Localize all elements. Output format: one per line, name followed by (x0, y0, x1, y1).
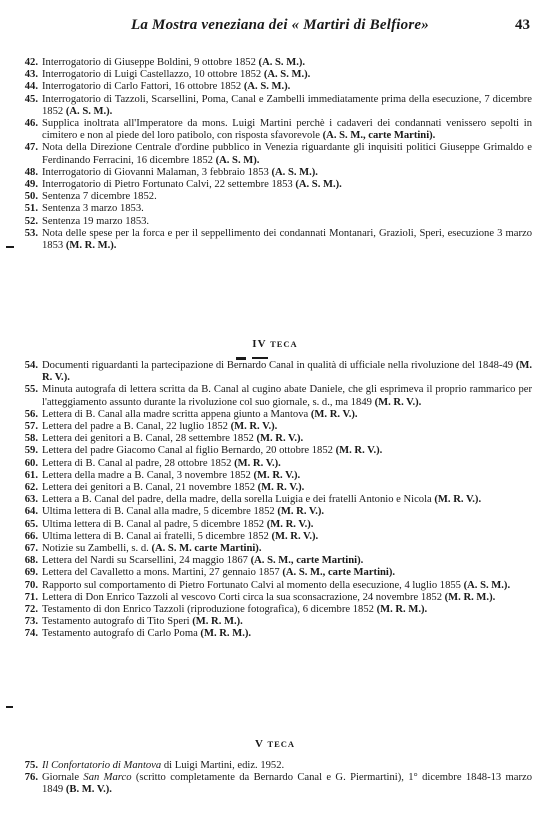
list-item (16, 228, 532, 252)
list-item (16, 142, 532, 166)
item-number: 56. (24, 408, 38, 420)
item-number: 59. (24, 445, 38, 457)
section-heading-iv (0, 338, 550, 350)
list-item (16, 433, 532, 445)
item-number: 55. (24, 384, 38, 396)
list-item (16, 81, 532, 93)
list-item (16, 179, 532, 191)
section-word: TECA (270, 339, 298, 349)
list-item (16, 409, 532, 421)
item-number: 75. (24, 760, 38, 771)
item-text: Ultima lettera di B. Canal ai fratelli, 5 dicembre 1852 (M. R. V.). (42, 530, 319, 542)
item-number: 51. (24, 203, 38, 215)
list-item (16, 543, 532, 555)
list-item (16, 69, 532, 81)
item-text: Sentenza 7 dicembre 1852. (42, 191, 157, 203)
list-item (16, 482, 532, 494)
item-text: Interrogatorio di Giovanni Malaman, 3 febbraio 1853 (A. S. M.). (42, 166, 318, 178)
page-number: 43 (515, 17, 530, 33)
item-text: Interrogatorio di Giuseppe Boldini, 9 ottobre 1852 (A. S. M.). (42, 57, 306, 68)
item-text: Interrogatorio di Tazzoli, Scarsellini, Poma, Canal e Zambelli immediatamente prima della esecuzione, 7 dicembre 1852 (A. S. M.). (42, 93, 532, 117)
item-text: Ultima lettera di B. Canal al padre, 5 dicembre 1852 (M. R. V.). (42, 518, 314, 530)
list-item (16, 470, 532, 482)
running-header (20, 14, 530, 36)
ink-mark (236, 357, 246, 360)
list-item (16, 167, 532, 179)
item-number: 76. (24, 772, 38, 784)
item-text: Lettera di Don Enrico Tazzoli al vescovo Corti circa la sua sconsacrazione, 24 novembre 1852 (M. R. M.). (42, 591, 496, 603)
list-item (16, 628, 532, 640)
list-item (16, 203, 532, 215)
item-text: Lettera del padre a B. Canal, 22 luglio 1852 (M. R. V.). (42, 421, 278, 433)
item-text: Interrogatorio di Carlo Fattori, 16 ottobre 1852 (A. S. M.). (42, 81, 291, 93)
item-text: Lettera dei genitori a B. Canal, 21 novembre 1852 (M. R. V.). (42, 482, 305, 494)
item-number: 72. (24, 604, 38, 616)
list-item (16, 384, 532, 408)
item-number: 46. (24, 118, 38, 130)
list-item (16, 118, 532, 142)
item-text: Lettera di B. Canal al padre, 28 ottobre 1852 (M. R. V.). (42, 457, 281, 469)
list-item (16, 191, 532, 203)
item-text: Interrogatorio di Pietro Fortunato Calvi, 22 settembre 1853 (A. S. M.). (42, 179, 342, 191)
list-item (16, 604, 532, 616)
list-item (16, 94, 532, 118)
item-number: 68. (24, 555, 38, 567)
item-number: 66. (24, 530, 38, 542)
list-item (16, 421, 532, 433)
list-item (16, 555, 532, 567)
item-text: Il Confortatorio di Mantova di Luigi Martini, ediz. 1952. (42, 760, 285, 771)
section-roman: V (254, 738, 264, 750)
item-number: 57. (24, 421, 38, 433)
item-number: 70. (24, 579, 38, 591)
item-number: 65. (24, 518, 38, 530)
list-item (16, 494, 532, 506)
list-item (16, 760, 532, 772)
ink-mark (6, 246, 14, 248)
item-text: Lettera dei genitori a B. Canal, 28 settembre 1852 (M. R. V.). (42, 433, 304, 445)
item-number: 71. (24, 591, 38, 603)
list-item (16, 616, 532, 628)
item-number: 61. (24, 469, 38, 481)
item-number: 47. (24, 142, 38, 154)
item-text: Lettera di B. Canal alla madre scritta appena giunto a Mantova (M. R. V.). (42, 408, 358, 420)
item-text: Lettera della madre a B. Canal, 3 novembre 1852 (M. R. V.). (42, 469, 301, 481)
item-text: Nota della Direzione Centrale d'ordine pubblico in Venezia riguardante gli inquisiti politici Giuseppe Grimaldo e Ferdinando Ferracini, 16 dicembre 1852 (A. S. M). (42, 142, 532, 166)
list-item (16, 445, 532, 457)
item-text: Testamento autografo di Tito Speri (M. R. M.). (42, 616, 243, 628)
list-item (16, 580, 532, 592)
item-text: Sentenza 3 marzo 1853. (42, 203, 144, 215)
item-number: 52. (24, 215, 38, 227)
item-text: Lettera a B. Canal del padre, della madre, della sorella Luigia e dei fratelli Antonio e Nicola (M. R. V.). (42, 494, 482, 506)
item-text: Lettera del Nardi su Scarsellini, 24 maggio 1867 (A. S. M., carte Martini). (42, 555, 364, 567)
item-text: Rapporto sul comportamento di Pietro Fortunato Calvi al momento della esecuzione, 4 luglio 1855 (A. S. M.). (42, 579, 511, 591)
item-number: 53. (24, 227, 38, 239)
item-text: Testamento autografo di Carlo Poma (M. R. M.). (42, 628, 252, 640)
item-text: Interrogatorio di Luigi Castellazzo, 10 ottobre 1852 (A. S. M.). (42, 69, 311, 81)
item-number: 64. (24, 506, 38, 518)
item-text: Ultima lettera di B. Canal alla madre, 5 dicembre 1852 (M. R. V.). (42, 506, 325, 518)
item-text: Nota delle spese per la forca e per il seppellimento dei condannati Montanari, Grazioli, Speri, esecuzione 3 marzo 1853 (M. R. M.). (42, 227, 532, 252)
list-item (16, 458, 532, 470)
ink-mark (6, 706, 13, 708)
item-number: 42. (24, 57, 38, 68)
item-number: 58. (24, 433, 38, 445)
item-text: Lettera del padre Giacomo Canal al figlio Bernardo, 20 ottobre 1852 (M. R. V.). (42, 445, 383, 457)
item-number: 49. (24, 179, 38, 191)
item-number: 48. (24, 166, 38, 178)
list-item (16, 506, 532, 518)
item-number: 62. (24, 482, 38, 494)
section-heading-v (0, 738, 550, 750)
list-item (16, 57, 532, 69)
list-item (16, 531, 532, 543)
item-text: Notizie su Zambelli, s. d. (A. S. M. carte Martini). (42, 543, 262, 555)
item-number: 44. (24, 81, 38, 93)
item-number: 43. (24, 69, 38, 81)
item-text: Minuta autografa di lettera scritta da B. Canal al cugino abate Daniele, che gli esprimeva il proprio rammarico per l'atteggiamento assunto durante la rivoluzione col suo giornale, s. d., ma 1849 (M. R. V.). (42, 384, 532, 408)
item-list-group-2 (16, 360, 532, 641)
section-roman: IV (252, 338, 267, 350)
item-text: Lettera del Cavalletto a mons. Martini, 27 gennaio 1857 (A. S. M., carte Martini). (42, 567, 396, 579)
item-text: Supplica inoltrata all'Imperatore da mons. Luigi Martini perchè i cadaveri dei condannati venissero sepolti in cimitero e non al piede del loro patibolo, con risposta sfavorevole (A. S. M., carte Martini). (42, 118, 532, 142)
item-number: 67. (24, 543, 38, 555)
item-list-group-1 (16, 57, 532, 252)
item-text: Sentenza 19 marzo 1853. (42, 215, 150, 227)
ink-mark (252, 357, 268, 359)
item-number: 63. (24, 494, 38, 506)
item-number: 60. (24, 457, 38, 469)
item-number: 45. (24, 93, 38, 105)
item-number: 74. (24, 628, 38, 640)
running-title: La Mostra veneziana dei « Martiri di Belfiore» (131, 17, 429, 33)
item-number: 50. (24, 191, 38, 203)
item-list-group-3 (16, 760, 532, 797)
item-text: Documenti riguardanti la partecipazione di Bernardo Canal in qualità di ufficiale nella rivoluzione del 1848-49 (M. R. V.). (42, 360, 532, 384)
item-text: Testamento di don Enrico Tazzoli (riproduzione fotografica), 6 dicembre 1852 (M. R. M.). (42, 604, 428, 616)
section-word: TECA (267, 739, 296, 749)
item-number: 69. (24, 567, 38, 579)
list-item (16, 360, 532, 384)
item-number: 54. (24, 360, 38, 371)
list-item (16, 567, 532, 579)
list-item (16, 772, 532, 796)
item-number: 73. (24, 616, 38, 628)
list-item (16, 519, 532, 531)
item-text: Giornale San Marco (scritto completamente da Bernardo Canal e G. Piermartini), 1° dicembre 1848-13 marzo 1849 (B. M. V.). (42, 772, 533, 796)
list-item (16, 592, 532, 604)
list-item (16, 216, 532, 228)
